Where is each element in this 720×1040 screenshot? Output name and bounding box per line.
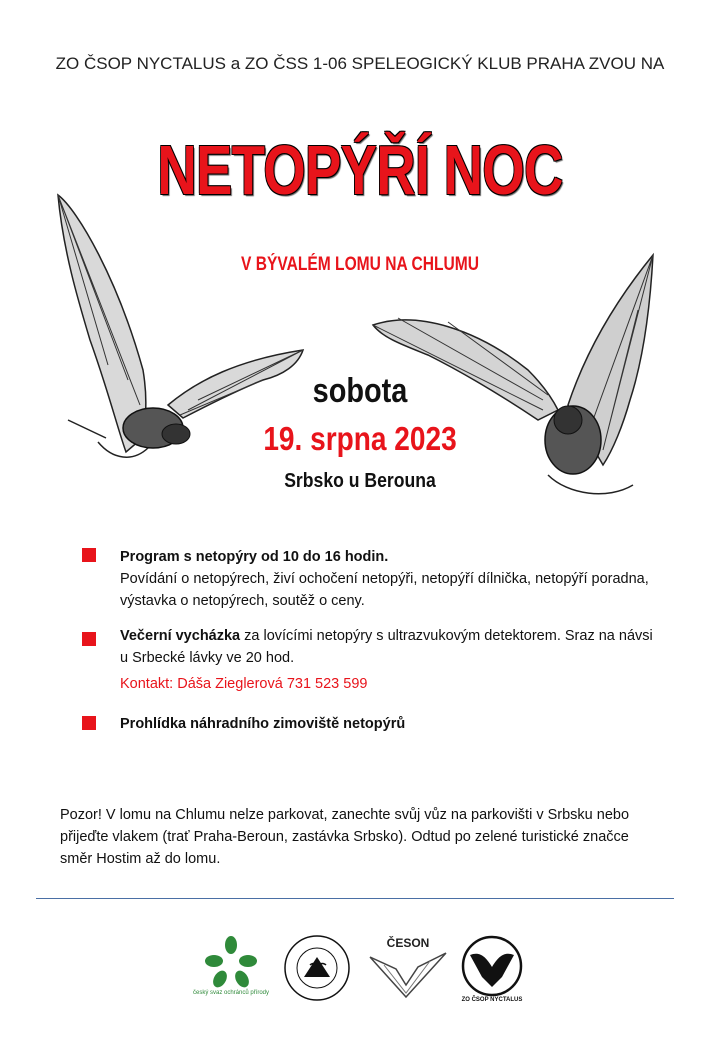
nyctalus-logo: [456, 933, 524, 1001]
program-item-1: [120, 546, 660, 612]
parking-note: Pozor! V lomu na Chlumu nelze parkovat, zanechte svůj vůz na parkovišti v Srbsku nebo přijeďte vlakem (trať Praha-Beroun, zastávka Srbsko). Odtud po zelené turistické značce směr Hostim až do lomu.: [60, 807, 630, 867]
invitation-intro: ZO ČSOP NYCTALUS a ZO ČSS 1-06 SPELEOGICKÝ KLUB PRAHA ZVOU NA: [55, 54, 665, 73]
event-location-subtitle: V BÝVALÉM LOMU NA CHLUMU: [240, 254, 480, 275]
csop-logo: [192, 935, 270, 1003]
bullet-marker: [82, 548, 96, 562]
program-item-2: [120, 625, 660, 669]
bullet-marker: [82, 716, 96, 730]
contact-info: Kontakt: Dáša Zieglerová 731 523 599: [120, 676, 368, 692]
program-item-2-head: Večerní vycházka: [120, 628, 241, 644]
program-item-3: [120, 713, 660, 735]
csop-logo-text: český svaz ochránců přírody: [192, 990, 270, 996]
program-item-1-text: Povídání o netopýrech, živí ochočení netopýři, netopýří dílnička, netopýří poradna, výstavka o netopýrech, soutěž o ceny.: [120, 571, 649, 609]
program-item-2-text: za lovícími netopýry s ultrazvukovým detektorem. Sraz na návsi u Srbecké lávky ve 20 hod.: [120, 628, 653, 666]
css-logo: [282, 933, 350, 1001]
divider: [36, 898, 674, 899]
event-day: sobota: [312, 372, 408, 410]
event-title: NETOPÝŘÍ NOC: [157, 131, 563, 209]
program-item-3-head: Prohlídka náhradního zimoviště netopýrů: [120, 716, 406, 732]
nyctalus-logo-text: ZO ČSOP NYCTALUS: [461, 997, 523, 1003]
ceson-logo: [366, 935, 434, 1003]
event-place: Srbsko u Berouna: [284, 470, 436, 492]
program-item-1-head: Program s netopýry od 10 do 16 hodin.: [120, 549, 389, 565]
event-date: 19. srpna 2023: [263, 420, 457, 457]
ceson-logo-text: ČESON: [386, 936, 430, 950]
bullet-marker: [82, 632, 96, 646]
